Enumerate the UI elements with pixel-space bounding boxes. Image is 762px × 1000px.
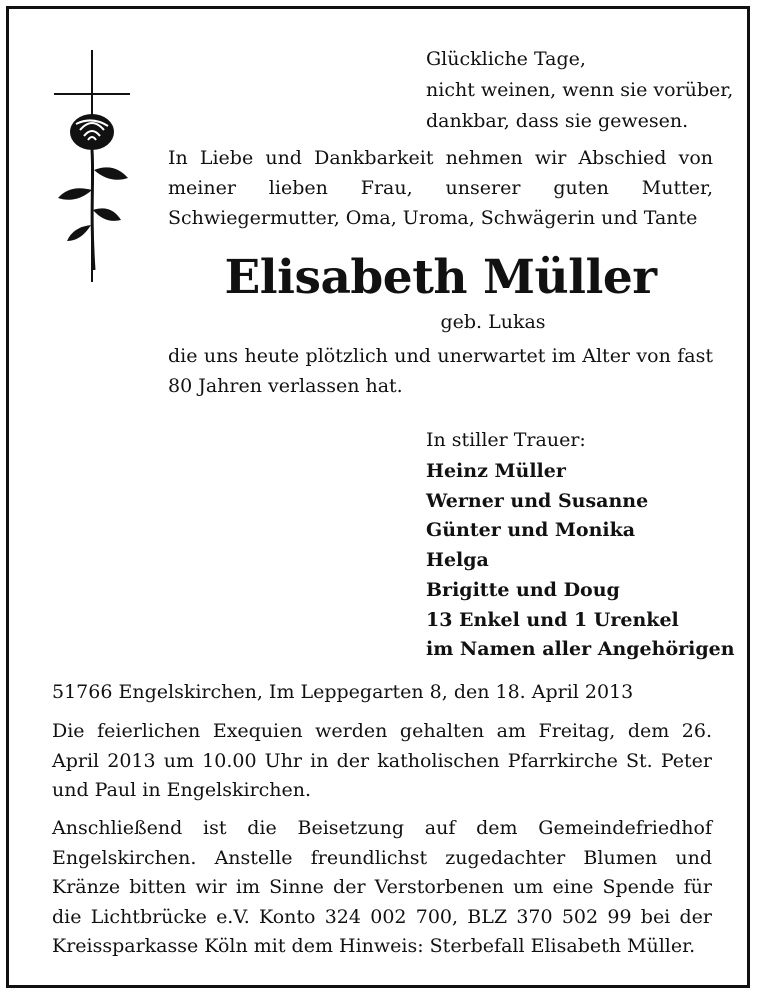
mourner: 13 Enkel und 1 Urenkel — [426, 608, 679, 631]
address-line: 51766 Engelskirchen, Im Leppegarten 8, den 18. April 2013 — [52, 681, 634, 703]
deceased-name: Elisabeth Müller — [224, 250, 657, 305]
burial-text: Anschließend ist die Beisetzung auf dem Gemeindefriedhof Engelskirchen. Anstelle freundlichst zugedachter Blumen und Kränze bitten wir im Sinne der Verstorbenen um eine Spende für die Lichtbrücke e.V. Konto 324 002 700, BLZ 370 502 99 bei der Kreissparkasse Köln mit dem Hinweis: Sterbefall Elisabeth Müller. — [52, 817, 712, 958]
cross-with-rose-icon — [50, 50, 140, 290]
mourner: Werner und Susanne — [426, 489, 649, 512]
intro-text: In Liebe und Dankbarkeit nehmen wir Abschied von meiner lieben Frau, unserer guten Mutter, Schwiegermutter, Oma, Uroma, Schwägerin und Tante — [168, 147, 713, 229]
mourner: Helga — [426, 549, 489, 572]
mourners-list — [426, 457, 735, 665]
poem-line: dankbar, dass sie gewesen. — [426, 110, 689, 132]
passed-text: die uns heute plötzlich und unerwartet im Alter von fast 80 Jahren verlassen hat. — [168, 345, 713, 397]
exequien-text: Die feierlichen Exequien werden gehalten am Freitag, dem 26. April 2013 um 10.00 Uhr in der katholischen Pfarrkirche St. Peter und Paul in Engelskirchen. — [52, 720, 712, 802]
mourner: im Namen aller Angehörigen — [426, 638, 735, 661]
poem-line: nicht weinen, wenn sie vorüber, — [426, 79, 734, 101]
mourner: Heinz Müller — [426, 460, 566, 482]
maiden-name: geb. Lukas — [440, 311, 546, 333]
mourner: Günter und Monika — [426, 519, 636, 542]
mourning-label: In stiller Trauer: — [426, 429, 586, 451]
mourner: Brigitte und Doug — [426, 578, 620, 601]
poem-line: Glückliche Tage, — [426, 48, 586, 70]
poem — [426, 44, 733, 137]
